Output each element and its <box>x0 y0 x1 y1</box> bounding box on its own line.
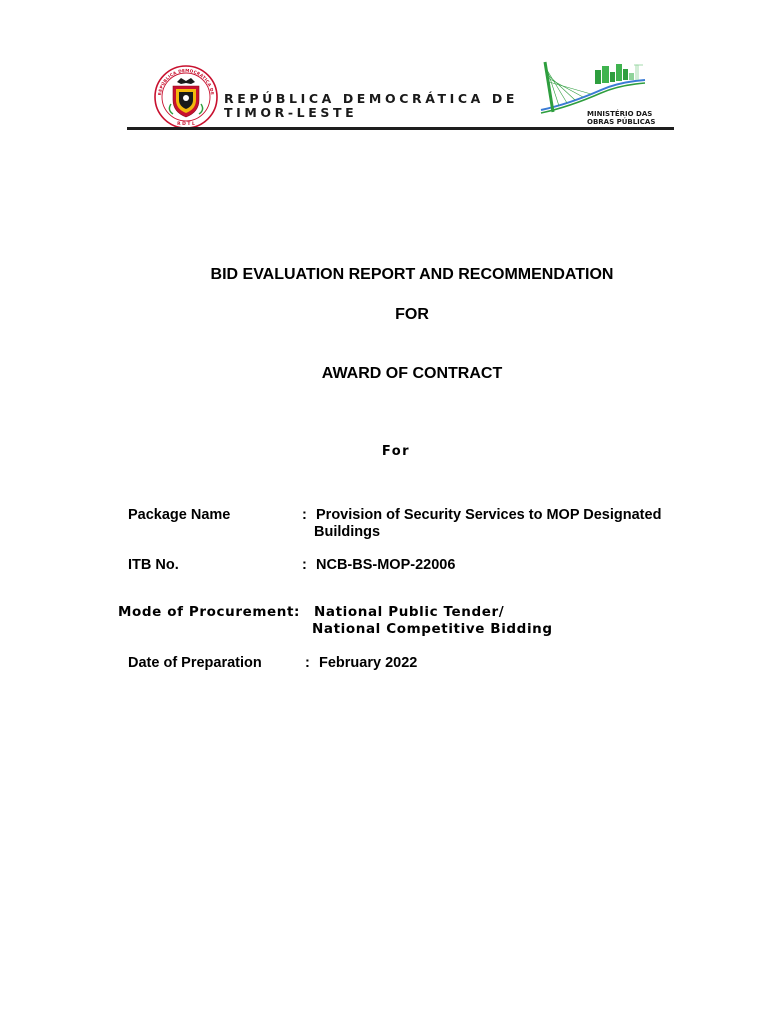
package-name-value-line1: Provision of Security Services to MOP Designated <box>316 507 662 523</box>
preparation-date-separator: : <box>305 655 310 671</box>
preparation-date-label: Date of Preparation <box>128 655 262 671</box>
procurement-mode-value-line1: National Public Tender/ <box>314 604 505 620</box>
header-divider <box>127 127 674 130</box>
republic-name <box>224 92 518 120</box>
ministry-name-line2: OBRAS PÚBLICAS <box>587 118 656 126</box>
package-name-value-line2: Buildings <box>314 524 381 540</box>
ministry-name-line1: MINISTÉRIO DAS <box>587 110 653 118</box>
itb-separator: : <box>302 557 307 573</box>
republic-name-line2: TIMOR-LESTE <box>224 105 358 120</box>
svg-text:REPÚBLICA DEMOCRÁTICA DE TIMOR: REPÚBLICA DEMOCRÁTICA DE <box>157 67 215 96</box>
preparation-date-value: February 2022 <box>319 655 418 671</box>
package-name-label: Package Name <box>128 507 231 523</box>
ministry-bridge-logo-icon <box>539 60 649 116</box>
procurement-mode-value-line2: National Competitive Bidding <box>312 621 553 637</box>
republic-name-line1: REPÚBLICA DEMOCRÁTICA DE <box>224 91 518 106</box>
itb-value: NCB-BS-MOP-22006 <box>316 557 456 573</box>
report-title: BID EVALUATION REPORT AND RECOMMENDATION <box>210 266 614 283</box>
package-name-separator: : <box>302 507 307 523</box>
procurement-mode-label: Mode of Procurement: <box>118 604 301 620</box>
report-title-for: FOR <box>395 306 429 323</box>
for-label: For <box>381 444 411 459</box>
itb-label: ITB No. <box>128 557 179 573</box>
report-subtitle: AWARD OF CONTRACT <box>321 365 503 382</box>
ministry-name <box>587 110 655 126</box>
svg-text:R D T L: R D T L <box>177 122 195 127</box>
letterhead <box>127 60 674 132</box>
national-seal-icon <box>153 64 219 130</box>
